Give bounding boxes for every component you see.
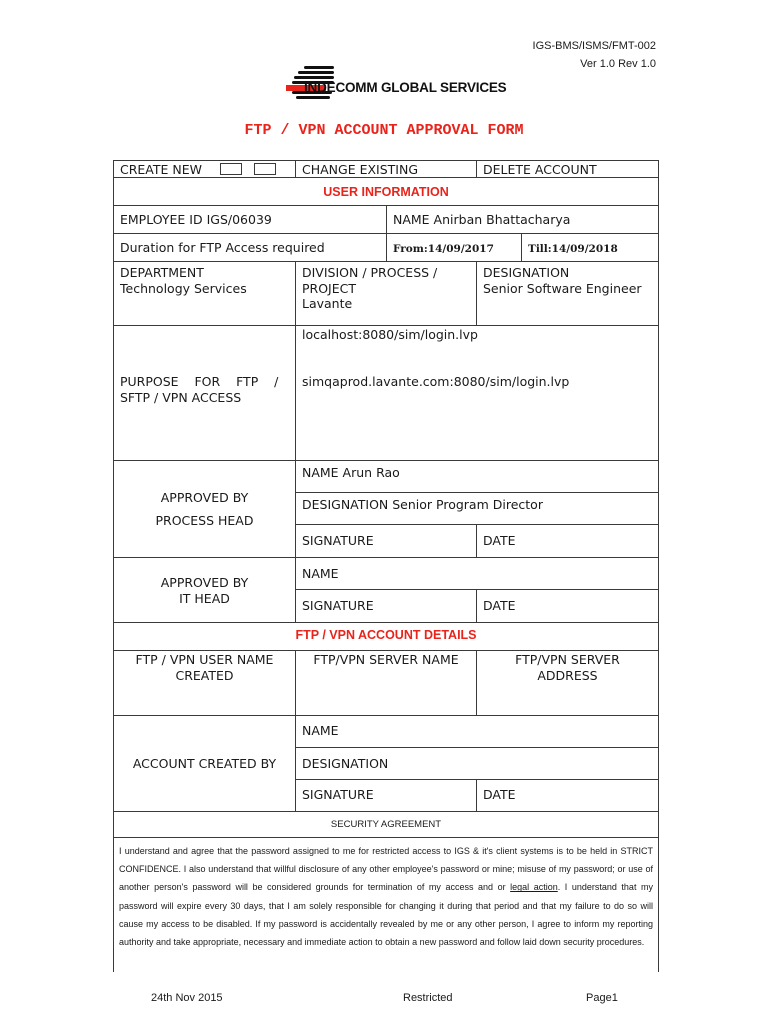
purpose-url-1: localhost:8080/sim/login.lvp: [302, 327, 478, 342]
division-value[interactable]: Lavante: [302, 296, 353, 311]
server-name-cell[interactable]: [295, 650, 477, 716]
server-address-cell[interactable]: [476, 650, 659, 716]
process-head-signature-field[interactable]: SIGNATURE: [295, 524, 477, 558]
security-text-part-2: . I understand that my password will expire every 30 days, that I am solely responsible for changing it during that period and that my failure to do so will cause my access to be disabled. If my password is accidentally revealed by me or any other person, I agree to inform my reporting authority and take appropriate, necessary and immediate action to obtain a new password and follow laid down security procedures.: [119, 882, 653, 948]
create-new-checkbox-2[interactable]: [254, 163, 276, 175]
purpose-value-cell[interactable]: [295, 325, 659, 461]
user-name-created-cell[interactable]: [113, 650, 296, 716]
process-head-label-cell: [113, 460, 296, 558]
employee-name-field[interactable]: NAME Anirban Bhattacharya: [386, 205, 659, 234]
employee-id-field[interactable]: EMPLOYEE ID IGS/06039: [113, 205, 387, 234]
footer-date: 24th Nov 2015: [151, 992, 223, 1004]
created-by-name-field[interactable]: NAME: [295, 715, 659, 748]
process-head-designation-field[interactable]: DESIGNATION Senior Program Director: [295, 492, 659, 525]
purpose-label-line-2: SFTP / VPN ACCESS: [120, 389, 242, 405]
security-agreement-heading: SECURITY AGREEMENT: [113, 811, 659, 838]
create-new-label: CREATE NEW: [120, 162, 203, 177]
department-cell: [113, 261, 296, 326]
access-till-date[interactable]: Till:14/09/2018: [521, 233, 659, 262]
delete-account-cell[interactable]: [476, 160, 659, 178]
server-address-label-line-2: ADDRESS: [537, 667, 598, 683]
server-name-label: FTP/VPN SERVER NAME: [313, 652, 459, 667]
it-head-label-cell: [113, 557, 296, 623]
change-existing-label: CHANGE EXISTING: [302, 162, 419, 177]
user-information-heading: USER INFORMATION: [113, 177, 659, 206]
account-created-by-label: ACCOUNT CREATED BY: [113, 715, 296, 812]
user-name-created-label-line-1: FTP / VPN USER NAME: [135, 652, 274, 667]
duration-label: Duration for FTP Access required: [113, 233, 387, 262]
purpose-url-2: simqaprod.lavante.com:8080/sim/login.lvp: [302, 373, 570, 389]
delete-account-label: DELETE ACCOUNT: [483, 162, 597, 177]
created-by-signature-field[interactable]: SIGNATURE: [295, 779, 477, 812]
process-head-label-line-2: PROCESS HEAD: [155, 513, 254, 528]
designation-value[interactable]: Senior Software Engineer: [483, 280, 642, 296]
create-new-checkbox-1[interactable]: [220, 163, 242, 175]
it-head-label-line-2: IT HEAD: [179, 591, 230, 606]
document-code: IGS-BMS/ISMS/FMT-002: [532, 40, 656, 52]
security-text-part-1: I understand and agree that the password assigned to me for restricted access to IGS & it's client systems is to be held in STRICT CONFIDENCE. I also understand that willful disclosure of any other employee's password or mine; misuse of my password; or use of another person's password will be considered grounds for termination of my access and or: [119, 846, 653, 893]
process-head-label-line-1: APPROVED BY: [160, 490, 249, 505]
it-head-label-line-1: APPROVED BY: [160, 575, 249, 590]
designation-label: DESIGNATION: [483, 265, 570, 280]
created-by-date-field[interactable]: DATE: [476, 779, 659, 812]
process-head-date-field[interactable]: DATE: [476, 524, 659, 558]
change-existing-cell[interactable]: [295, 160, 477, 178]
security-agreement-text: [113, 837, 659, 972]
division-cell: [295, 261, 477, 326]
it-head-name-field[interactable]: NAME: [295, 557, 659, 590]
access-from-date[interactable]: From:14/09/2017: [386, 233, 522, 262]
purpose-label-line-1: PURPOSE FOR FTP /: [120, 374, 279, 389]
footer-classification: Restricted: [403, 992, 453, 1004]
created-by-designation-field[interactable]: DESIGNATION: [295, 747, 659, 780]
designation-cell: [476, 261, 659, 326]
form-title: FTP / VPN ACCOUNT APPROVAL FORM: [244, 122, 524, 139]
account-details-heading: FTP / VPN ACCOUNT DETAILS: [113, 622, 659, 651]
company-name: INDECOMM GLOBAL SERVICES: [304, 80, 507, 95]
document-version: Ver 1.0 Rev 1.0: [580, 58, 656, 70]
it-head-signature-field[interactable]: SIGNATURE: [295, 589, 477, 623]
legal-action-text: legal action: [510, 882, 558, 893]
purpose-label-cell: [113, 325, 296, 461]
division-label-line-1: DIVISION / PROCESS /: [302, 265, 438, 280]
department-value[interactable]: Technology Services: [120, 280, 247, 296]
company-logo: [282, 62, 532, 102]
create-new-cell: [113, 160, 296, 178]
user-name-created-label-line-2: CREATED: [175, 667, 234, 683]
it-head-date-field[interactable]: DATE: [476, 589, 659, 623]
server-address-label-line-1: FTP/VPN SERVER: [515, 652, 620, 667]
footer-page-number: Page1: [586, 992, 618, 1004]
department-label: DEPARTMENT: [120, 265, 204, 280]
process-head-name-field[interactable]: NAME Arun Rao: [295, 460, 659, 493]
division-label-line-2: PROJECT: [302, 280, 357, 296]
